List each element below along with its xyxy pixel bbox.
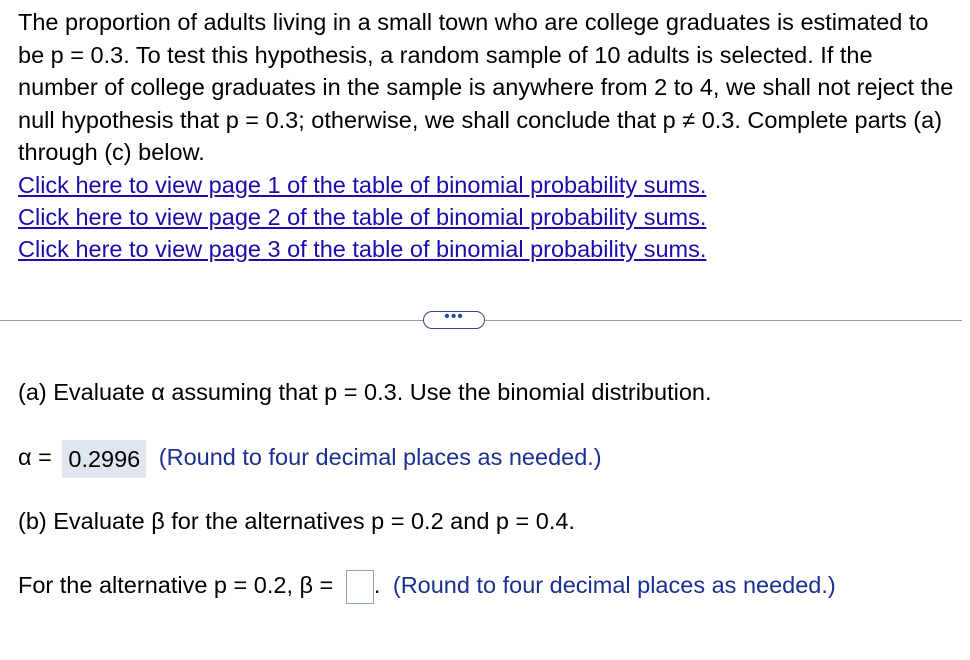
table-links [18, 169, 958, 265]
part-b-question: (b) Evaluate β for the alternatives p = 0.2 and p = 0.4. [18, 508, 575, 534]
binomial-table-page-1-link[interactable]: Click here to view page 1 of the table of binomial probability sums. [18, 171, 707, 198]
more-dots-icon: ••• [444, 308, 464, 325]
problem-text: The proportion of adults living in a small town who are college graduates is estimated to be p = 0.3. To test this hypothesis, a random sample of 10 adults is selected. If the number of college graduates in the sample is anywhere from 2 to 4, we shall not reject the null hypothesis that p = 0.3; otherwise, we shall conclude that p ≠ 0.3. Complete parts (a) through (c) below. [18, 9, 954, 165]
alpha-label: α = [18, 444, 52, 471]
part-a-question: (a) Evaluate α assuming that p = 0.3. Use the binomial distribution. [18, 379, 712, 405]
expand-more-button[interactable] [423, 308, 485, 329]
part-a-answer-row [18, 440, 602, 478]
part-a-rounding-hint: (Round to four decimal places as needed.) [158, 444, 602, 471]
alpha-answer-value[interactable]: 0.2996 [62, 440, 146, 478]
binomial-table-page-3-link[interactable]: Click here to view page 3 of the table of binomial probability sums. [18, 235, 707, 262]
binomial-table-page-2-link[interactable]: Click here to view page 2 of the table of binomial probability sums. [18, 203, 707, 230]
beta-answer-input[interactable] [346, 570, 374, 604]
beta-answer-suffix: . [373, 572, 381, 598]
part-b-answer-row [18, 569, 836, 604]
part-b-rounding-hint: (Round to four decimal places as needed.) [392, 572, 836, 598]
beta-label: For the alternative p = 0.2, β = [18, 572, 334, 598]
problem-statement [18, 6, 958, 265]
